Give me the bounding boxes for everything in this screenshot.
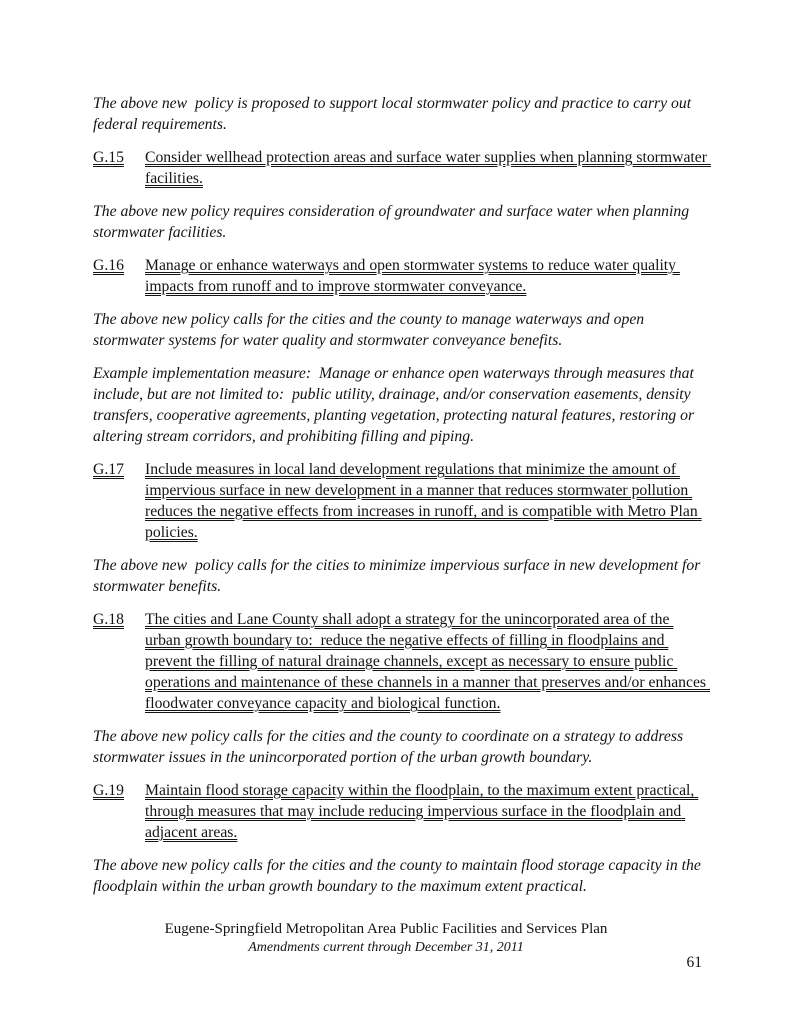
- policy-text: Maintain flood storage capacity within the floodplain, to the maximum extent practical, through measures that may include reducing impervious surface in the floodplain and adjacent areas.: [145, 782, 699, 841]
- commentary-paragraph: The above new policy is proposed to support local stormwater policy and practice to carry out federal requirements.: [93, 95, 696, 133]
- page-content: [93, 93, 709, 909]
- policy-number: G.17: [93, 461, 124, 478]
- commentary-paragraph: The above new policy calls for the cities and the county to coordinate on a strategy to address stormwater issues in the unincorporated portion of the urban growth boundary.: [93, 728, 687, 766]
- footer-plan-title: Eugene-Springfield Metropolitan Area Public Facilities and Services Plan: [164, 921, 608, 937]
- policy-heading-g16: [93, 255, 709, 297]
- page-footer: [93, 920, 679, 957]
- policy-text: Include measures in local land development regulations that minimize the amount of impervious surface in new development in a manner that reduces stormwater pollution reduces the negative effects from increases in runoff, and is compatible with Metro Plan policies.: [145, 461, 702, 541]
- policy-heading-g17: [93, 459, 709, 543]
- example-implementation-paragraph: Example implementation measure: Manage or enhance open waterways through measures that include, but are not limited to: public utility, drainage, and/or conservation easements, density transfers, cooperative agreements, planting vegetation, protecting natural features, restoring or altering stream corridors, and prohibiting filling and piping.: [93, 365, 699, 445]
- policy-text: Consider wellhead protection areas and surface water supplies when planning stormwater facilities.: [145, 149, 711, 187]
- commentary-paragraph: The above new policy requires consideration of groundwater and surface water when planning stormwater facilities.: [93, 203, 693, 241]
- footer-amendments-note: Amendments current through December 31, 2011: [248, 940, 524, 955]
- policy-number: G.19: [93, 782, 124, 799]
- commentary-paragraph: The above new policy calls for the cities and the county to maintain flood storage capacity in the floodplain within the urban growth boundary to the maximum extent practical.: [93, 857, 705, 895]
- policy-text: Manage or enhance waterways and open stormwater systems to reduce water quality impacts from runoff and to improve stormwater conveyance.: [145, 257, 680, 295]
- policy-number: G.16: [93, 257, 124, 274]
- policy-heading-g18: [93, 609, 709, 714]
- commentary-paragraph: The above new policy calls for the cities and the county to manage waterways and open stormwater systems for water quality and stormwater conveyance benefits.: [93, 311, 649, 349]
- policy-heading-g19: [93, 780, 709, 843]
- commentary-paragraph: The above new policy calls for the cities to minimize impervious surface in new development for stormwater benefits.: [93, 557, 705, 595]
- policy-number: G.18: [93, 611, 124, 628]
- policy-heading-g15: [93, 147, 709, 189]
- policy-number: G.15: [93, 149, 124, 166]
- policy-text: The cities and Lane County shall adopt a strategy for the unincorporated area of the urban growth boundary to: reduce the negative effects of filling in floodplains and prevent the filling of natural drainage channels, except as necessary to ensure public operations and maintenance of these channels in a manner that preserves and/or enhances floodwater conveyance capacity and biological function.: [145, 611, 710, 712]
- page-number: 61: [686, 954, 702, 971]
